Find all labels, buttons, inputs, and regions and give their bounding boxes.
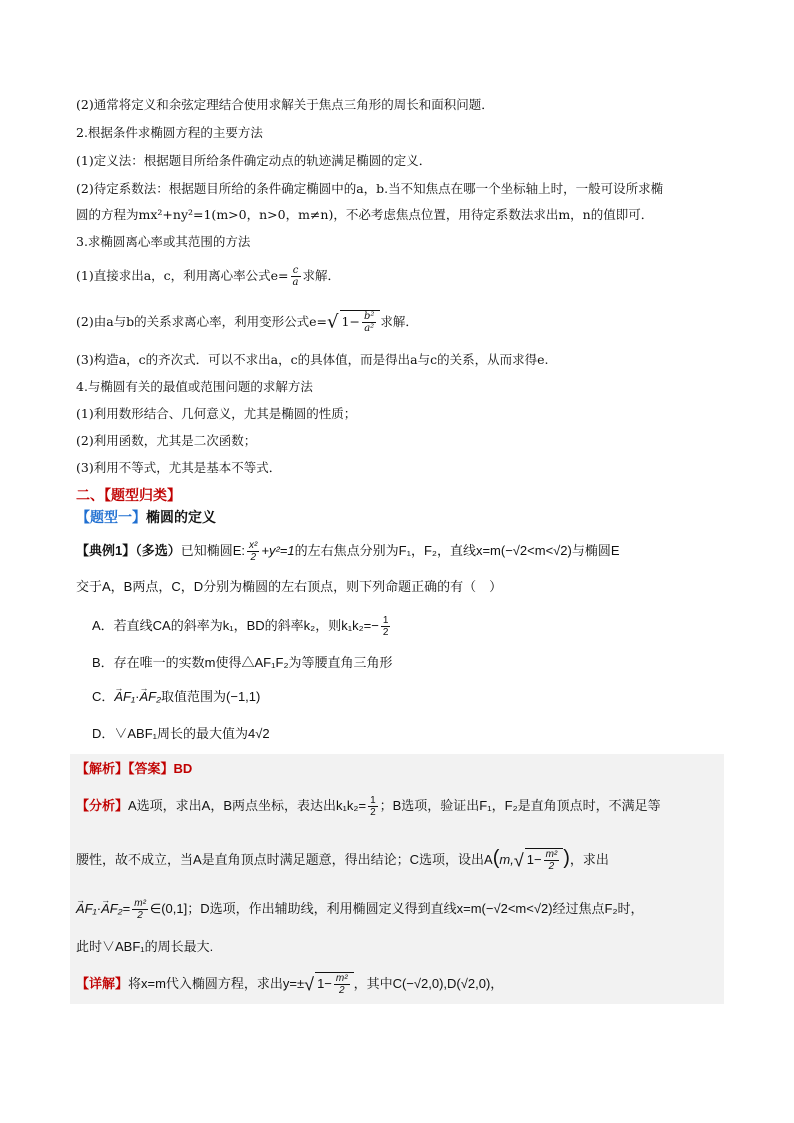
vector-af2: → AF₂ (139, 688, 161, 706)
detail-line: 【详解】将x=m代入椭圆方程，求出y=±√ 1− $\frac{\text{m²}}{2}$ ，其中C(−√2,0),D(√2,0)， (76, 973, 504, 996)
analysis-label: 【解析】 (76, 761, 129, 776)
text: (1)直接求出a，c，利用离心率公式e= (76, 268, 289, 283)
transformed-formula-line (76, 310, 418, 334)
type-tag: 【题型一】 (76, 509, 146, 525)
text-line: 圆的方程为mx²+ny²=1(m>0，n>0，m≠n)，不必考虑焦点位置，用待定系数法求出m，n的值即可． (76, 207, 654, 222)
fraction-x2-over-2: $\frac{\text{x²}}{2}$ (249, 540, 258, 563)
option-c: C．→ AF₁·→ AF₂取值范围为(−1,1) (92, 688, 260, 706)
text-line: (2)利用函数，尤其是二次函数； (76, 433, 257, 448)
multi-select-tag: （多选） (135, 542, 181, 558)
equation-part: +y²=1 (261, 542, 295, 558)
answer-value: BD (173, 761, 193, 776)
option-b: B．存在唯一的实数m使得△AF₁F₂为等腰直角三角形 (92, 655, 393, 670)
sqrt-icon: √ (327, 311, 339, 333)
text: 求解． (380, 314, 418, 329)
answer-line (76, 760, 192, 778)
analysis-line-4: 此时∨ABF₁的周长最大. (76, 939, 214, 954)
vector-af1: → AF₁ (114, 688, 135, 706)
text-line: 2.根据条件求椭圆方程的主要方法 (76, 125, 263, 140)
analysis-line-2: 腰性，故不成立，当A是直角顶点时满足题意，得出结论；C选项，设出A(m,√ 1− $\frac{\text{m²}}{2}$ )，求出 (76, 846, 609, 872)
text-line: 3.求椭圆离心率或其范围的方法 (76, 234, 251, 249)
text-line: 4.与椭圆有关的最值或范围问题的求解方法 (76, 379, 313, 394)
text-line: (3)利用不等式，尤其是基本不等式． (76, 460, 282, 475)
option-d: D．∨ABF₁周长的最大值为4√2 (92, 726, 270, 741)
answer-label: 【答案】 (128, 761, 174, 776)
fraction-c-over-a: $\frac{c}{a}$ (292, 265, 299, 288)
eccentricity-formula-line (76, 265, 340, 288)
sqrt-expression: 1− $\frac{\text{b²}}{\text{a²}}$ (340, 310, 381, 334)
solution-panel (70, 754, 724, 1004)
text-line: (1)利用数形结合、几何意义，尤其是椭圆的性质； (76, 406, 357, 421)
text: (2)由a与b的关系求离心率，利用变形公式e= (76, 314, 328, 329)
text-line: 交于A，B两点，C，D分别为椭圆的左右顶点，则下列命题正确的有（ ） (76, 579, 503, 594)
text-line: (1)定义法：根据题目所给条件确定动点的轨迹满足椭圆的定义． (76, 153, 432, 168)
section-title: 二、【题型归类】 (76, 487, 181, 503)
text-line: (2)通常将定义和余弦定理结合使用求解关于焦点三角形的周长和面积问题． (76, 97, 494, 112)
example-question-line (76, 540, 620, 563)
text: 已知椭圆E: (180, 542, 246, 558)
example-tag: 【典例1】 (76, 542, 136, 558)
option-a: A．若直线CA的斜率为k₁，BD的斜率k₂，则k₁k₂=− $\frac{1}{2}$ (92, 615, 389, 638)
analysis-line-1: 【分析】A选项，求出A，B两点坐标，表达出k₁k₂= $\frac{1}{2}$ ；B选项，验证出F₁，F₂是直角顶点时，不满足等 (76, 795, 661, 818)
analysis-line-3: → AF₁·→ AF₂= $\frac{\text{m²}}{2}$ ∈(0,1]；D选项，作出辅助线，利用椭圆定义得到直线x=m(−√2<m<√2)经过焦点F₂时， (76, 898, 644, 921)
question-type-heading (76, 508, 216, 526)
text-line: (3)构造a，c的齐次式．可以不求出a，c的具体值，而是得出a与c的关系，从而求得e. (76, 352, 549, 367)
text-line: (2)待定系数法：根据题目所给的条件确定椭圆中的a，b.当不知焦点在哪一个坐标轴上时，一般可设所求椭 (76, 181, 664, 196)
type-name: 椭圆的定义 (146, 509, 216, 525)
text: 的左右焦点分别为F₁，F₂，直线x=m(−√2<m<√2)与椭圆E (294, 542, 620, 558)
text: 求解． (302, 268, 341, 283)
